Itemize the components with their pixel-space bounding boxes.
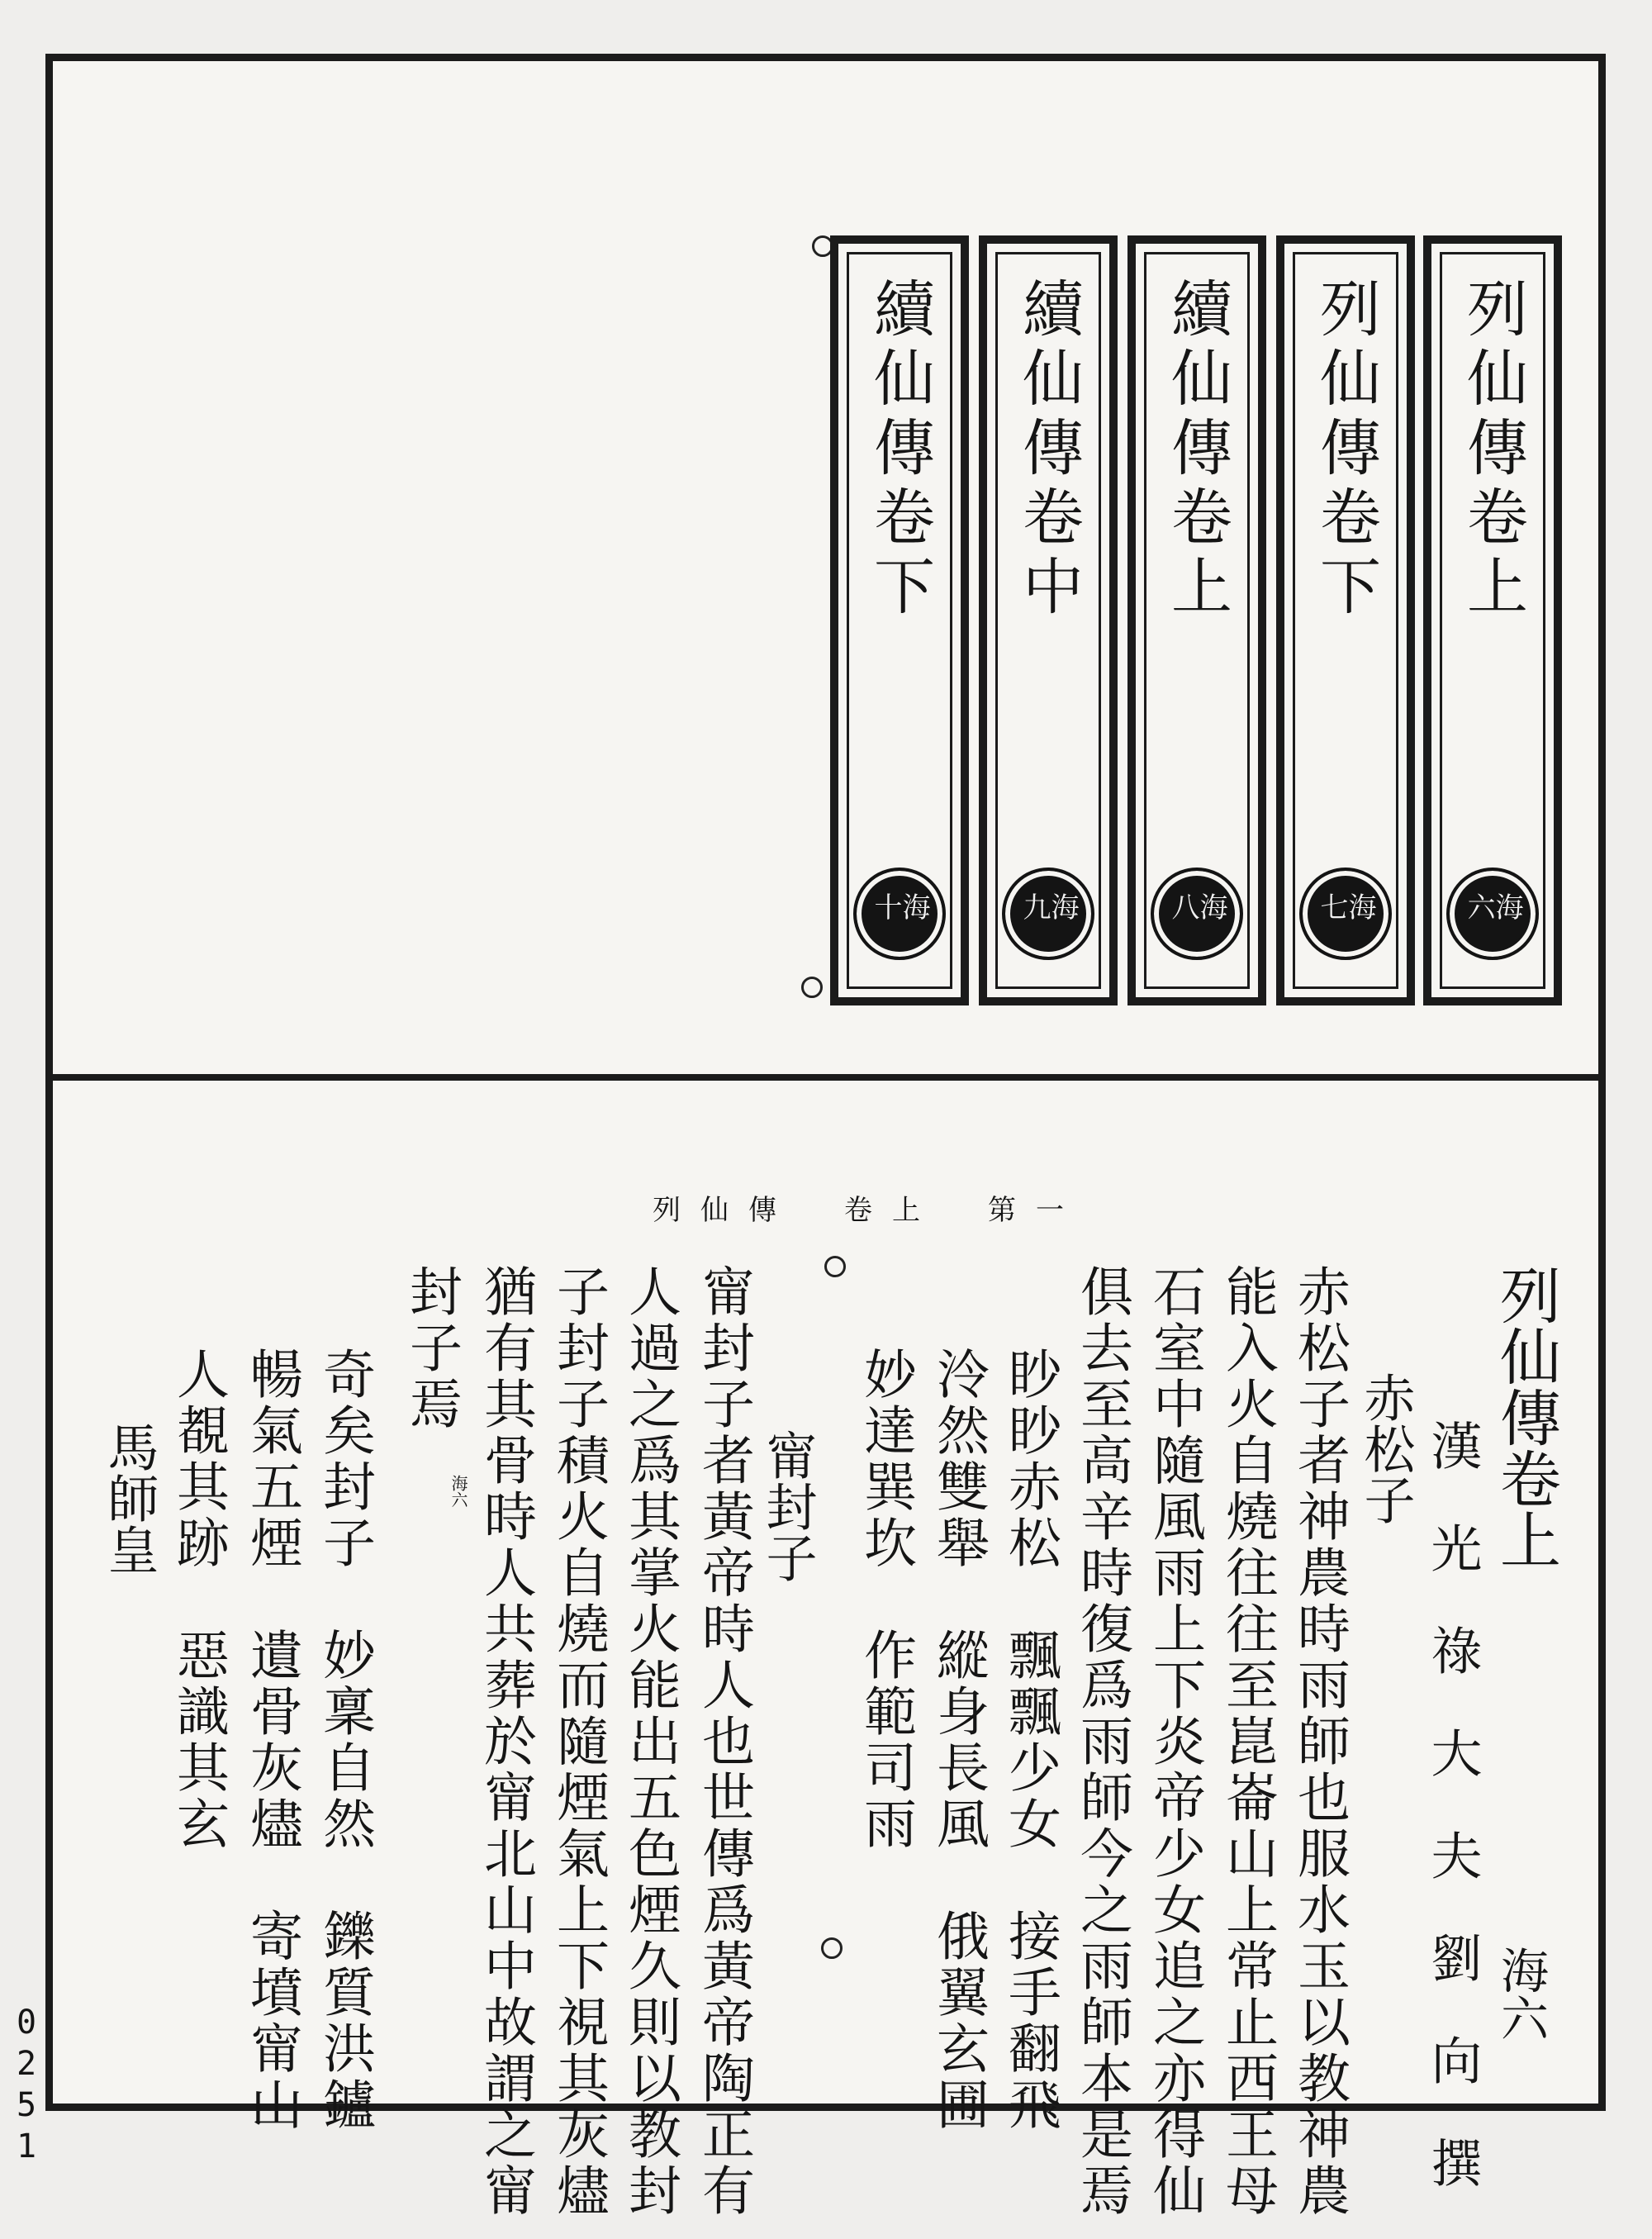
seal-text: 海八 — [1166, 892, 1227, 920]
seal-text: 海九 — [1018, 892, 1079, 920]
volume-seal — [1446, 868, 1539, 960]
book-spine — [1276, 235, 1415, 1005]
book-spine — [830, 235, 969, 1005]
text-column: 俱去至高辛時復爲雨師今之雨師本是焉 — [1071, 1264, 1132, 2219]
volume-seal — [1002, 868, 1094, 960]
volume-seal — [1151, 868, 1243, 960]
volume-seal — [853, 868, 946, 960]
author-line: 漢光祿大夫劉向撰 — [1422, 1419, 1483, 2239]
verse-column: 暢氣五煙 遺骨灰燼 寄墳甯山 — [241, 1347, 302, 2133]
book-spine — [1423, 235, 1562, 1005]
text-column: 子封子積火自燒而隨煙氣上下視其灰燼 — [548, 1264, 609, 2219]
spine-title: 續仙傳卷上 — [1161, 277, 1232, 624]
section-heading: 馬師皇 — [99, 1421, 159, 1575]
volume-seal — [1299, 868, 1392, 960]
binding-hole-lower-bottom — [821, 1937, 843, 1959]
seal-text: 海六 — [1462, 892, 1523, 920]
binding-hole-lower-top — [824, 1256, 846, 1277]
running-head: 列仙傳 卷上 第一 — [653, 1194, 1084, 1227]
verse-column: 泠然雙舉 縱身長風 俄翼玄圃 — [928, 1347, 989, 2133]
text-column: 赤松子者神農時雨師也服水玉以教神農 — [1289, 1264, 1350, 2219]
book-spine — [979, 235, 1118, 1005]
spine-title: 續仙傳卷中 — [1013, 277, 1084, 624]
section-heading: 甯封子 — [757, 1429, 818, 1583]
spine-title: 列仙傳卷上 — [1457, 277, 1528, 624]
verse-column: 眇眇赤松 飄飄少女 接手翻飛 — [999, 1347, 1061, 2133]
text-column: 甯封子者黃帝時人也世傳爲黃帝陶正有 — [693, 1264, 754, 2219]
spine-title: 續仙傳卷下 — [864, 277, 935, 624]
section-heading: 赤松子 — [1355, 1371, 1416, 1525]
spine-title: 列仙傳卷下 — [1310, 277, 1381, 624]
book-title: 列仙傳卷上 — [1490, 1264, 1561, 1570]
volume-mark: 海六 — [449, 1475, 468, 1508]
text-column: 能入火自燒往往至崑崙山上常止西王母 — [1217, 1264, 1278, 2219]
text-column: 人過之爲其掌火能出五色煙久則以教封 — [620, 1264, 681, 2219]
seal-text: 海七 — [1315, 892, 1376, 920]
text-column: 猶有其骨時人共葬於甯北山中故謂之甯 — [475, 1264, 536, 2219]
book-spine — [1127, 235, 1266, 1005]
verse-column: 妙達巽坎 作範司雨 — [855, 1347, 916, 1852]
binding-hole-upper-bottom — [801, 977, 823, 998]
verse-column: 奇矣封子 妙稟自然 鑠質洪鑪 — [314, 1347, 375, 2133]
text-column: 石室中隨風雨上下炎帝少女追之亦得仙 — [1144, 1264, 1205, 2219]
margin-page-number: 0251 — [7, 2004, 45, 2169]
verse-column: 人覩其跡 惡識其玄 — [168, 1347, 229, 1852]
seal-text: 海十 — [869, 892, 930, 920]
page-divider — [45, 1074, 1606, 1081]
text-column: 封子焉 — [401, 1264, 462, 1433]
volume-number: 海六 — [1493, 1946, 1549, 2042]
